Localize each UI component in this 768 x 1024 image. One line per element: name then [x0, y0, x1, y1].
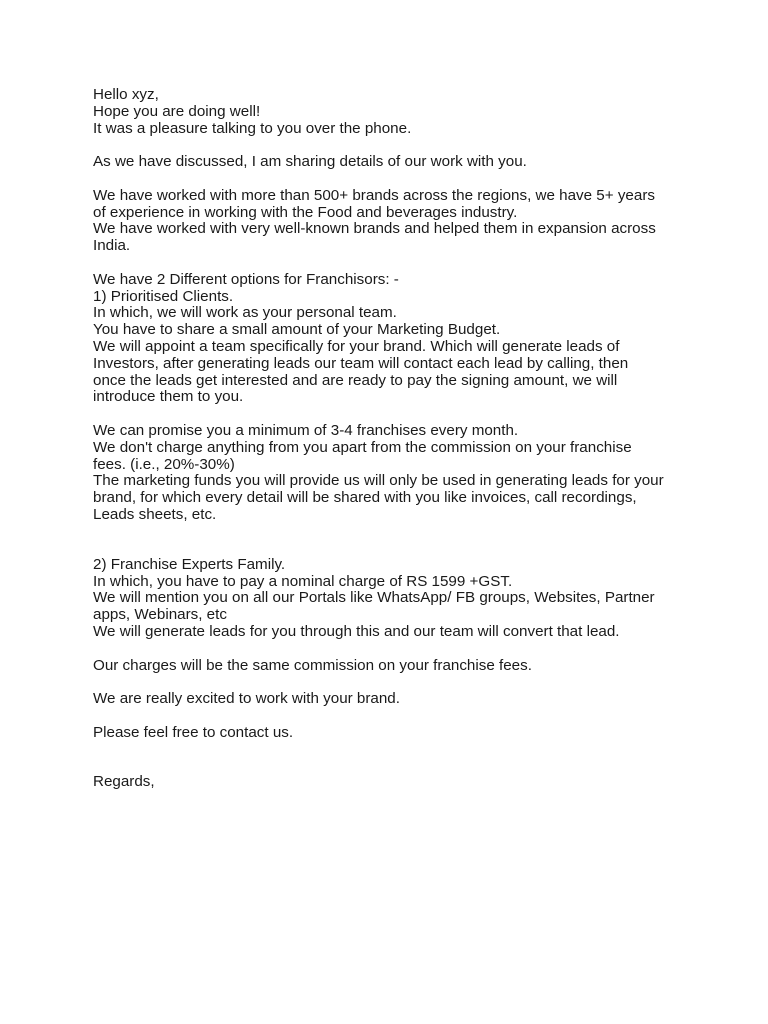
- excited-paragraph: We are really excited to work with your brand.: [93, 690, 400, 708]
- greeting: Hello xyz,: [93, 86, 159, 103]
- intro-line: Hope you are doing well!: [93, 102, 261, 120]
- closing: Regards,: [93, 773, 155, 791]
- experience-line: We have worked with more than 500+ brands across the regions, we have 5+ years: [93, 186, 655, 204]
- experience-line: We have worked with very well-known brands and helped them in expansion across: [93, 220, 656, 238]
- paragraph-gap: [93, 255, 693, 272]
- promise-line: We don't charge anything from you apart from the commission on your franchise: [93, 438, 632, 456]
- discussed-paragraph: As we have discussed, I am sharing details of our work with you.: [93, 153, 527, 171]
- option2-line: apps, Webinars, etc: [93, 606, 227, 624]
- option2-title: 2) Franchise Experts Family.: [93, 555, 286, 573]
- option1-title: 1) Prioritised Clients.: [93, 287, 234, 305]
- paragraph-gap: [93, 641, 693, 658]
- paragraph-gap-large: [93, 741, 693, 774]
- option1-line: You have to share a small amount of your Marketing Budget.: [93, 321, 501, 339]
- option1-line: once the leads get interested and are ready to pay the signing amount, we will: [93, 371, 618, 389]
- option2-line: We will generate leads for you through this and our team will convert that lead.: [93, 622, 620, 640]
- contact-paragraph: Please feel free to contact us.: [93, 723, 294, 741]
- paragraph-gap-large: [93, 524, 693, 557]
- experience-line: India.: [93, 237, 131, 255]
- letter-body: [93, 87, 693, 791]
- option1-line: In which, we will work as your personal team.: [93, 304, 397, 322]
- option2-line: In which, you have to pay a nominal charge of RS 1599 +GST.: [93, 572, 513, 590]
- paragraph-gap: [93, 674, 693, 691]
- promise-line: brand, for which every detail will be shared with you like invoices, call recordings,: [93, 489, 637, 507]
- options-heading: We have 2 Different options for Franchisors: -: [93, 270, 399, 288]
- paragraph-gap: [93, 406, 693, 423]
- promise-line: We can promise you a minimum of 3-4 franchises every month.: [93, 421, 519, 439]
- paragraph-gap: [93, 708, 693, 725]
- promise-line: fees. (i.e., 20%-30%): [93, 455, 235, 473]
- experience-line: of experience in working with the Food and beverages industry.: [93, 203, 518, 221]
- charges-paragraph: Our charges will be the same commission on your franchise fees.: [93, 656, 532, 674]
- intro-line: It was a pleasure talking to you over the phone.: [93, 119, 412, 137]
- option1-line: introduce them to you.: [93, 388, 244, 406]
- paragraph-gap: [93, 171, 693, 188]
- promise-line: Leads sheets, etc.: [93, 505, 217, 523]
- option1-line: We will appoint a team specifically for your brand. Which will generate leads of: [93, 337, 620, 355]
- paragraph-gap: [93, 137, 693, 154]
- promise-line: The marketing funds you will provide us will only be used in generating leads for your: [93, 472, 664, 490]
- option2-line: We will mention you on all our Portals like WhatsApp/ FB groups, Websites, Partner: [93, 589, 655, 607]
- option1-line: Investors, after generating leads our team will contact each lead by calling, then: [93, 354, 629, 372]
